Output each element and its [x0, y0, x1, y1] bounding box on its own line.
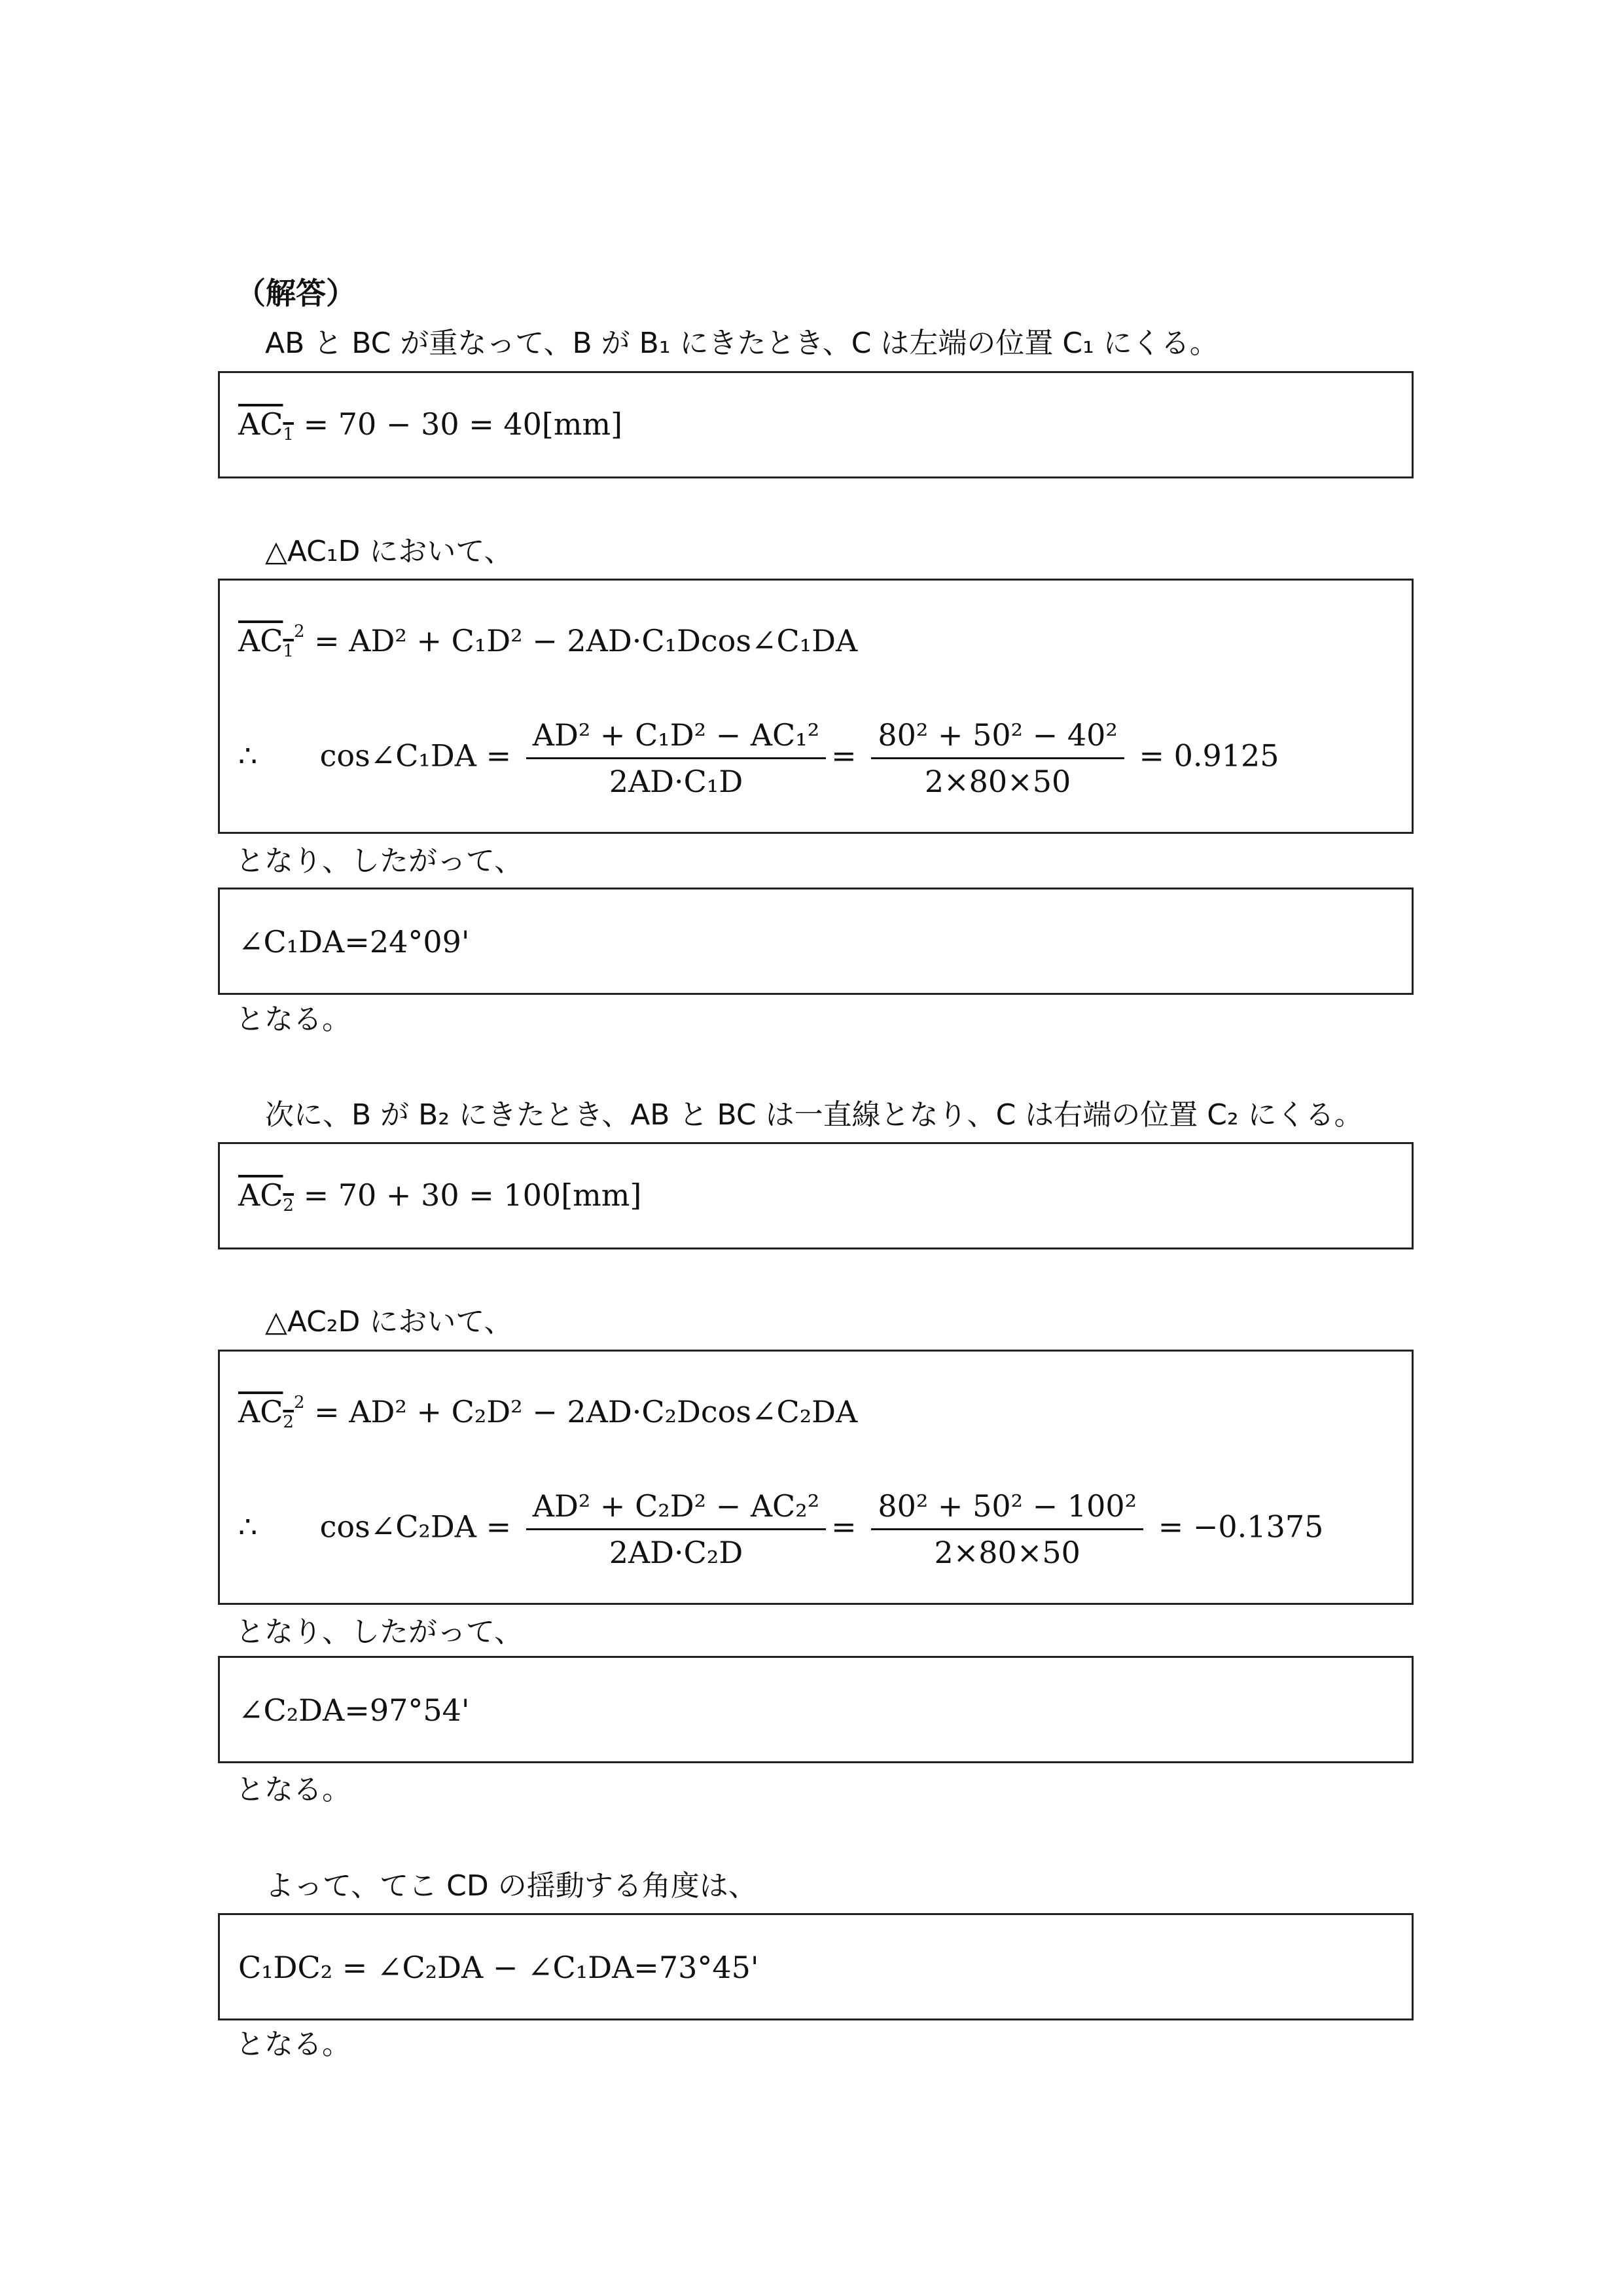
final-intro-text: よって、てこ CD の揺動する角度は、: [265, 1869, 757, 1903]
box-angle-1: [218, 888, 1414, 995]
heading: （解答）: [236, 276, 356, 311]
cos1-den-sym: 2AD·C₁D: [609, 764, 743, 799]
final-equation: C₁DC₂ = ∠C₂DA − ∠C₁DA=73°45': [238, 1950, 759, 1985]
angle2-value: ∠C₂DA=97°54': [238, 1693, 470, 1728]
cos1-frac-values: [871, 717, 1124, 800]
eq-ac1-rhs: = 70 − 30 = 40[mm]: [303, 406, 623, 442]
cos1-num-val: 80² + 50² − 40²: [871, 717, 1124, 759]
triangle-1-label: △AC₁D において、: [265, 535, 513, 568]
cos2-num-val: 80² + 50² − 100²: [871, 1488, 1143, 1530]
cos1-line: ∴ cos∠C₁DA = $\frac{\text{AD² + C₁D² − AC₁²}}{\text{2AD·C₁D}}$ = $\frac{\text{80² + 50² − 40²}}{2\times 80\times 50}$ = 0.9125: [238, 717, 1279, 799]
law1-rhs: = AD² + C₁D² − 2AD·C₁Dcos∠C₁DA: [314, 623, 858, 658]
cos2-line: ∴ cos∠C₂DA = $\frac{\text{AD² + C₂D² − AC₂²}}{\text{2AD·C₂D}}$ = $\frac{\text{80² + 50² − 100²}}{2\times 80\times 50}$ = −0.1375: [238, 1488, 1324, 1570]
therefore-symbol-2: ∴: [238, 1509, 258, 1545]
next-intro-text: 次に、B が B₂ にきたとき、AB と BC は一直線となり、C は右端の位置 C₂ にくる。: [265, 1098, 1363, 1132]
naru-text-1: となる。: [236, 1003, 351, 1036]
eq-ac2-rhs: = 70 + 30 = 100[mm]: [303, 1177, 642, 1213]
naru-text-2: となる。: [236, 1773, 351, 1806]
cos2-result: = −0.1375: [1158, 1509, 1324, 1545]
cos1-num-sym: AD² + C₁D² − AC₁²: [526, 717, 826, 759]
then-text-2: となり、したがって、: [236, 1615, 524, 1649]
law2-rhs: = AD² + C₂D² − 2AD·C₂Dcos∠C₂DA: [314, 1394, 858, 1429]
then-text-1: となり、したがって、: [236, 844, 524, 878]
therefore-symbol-1: ∴: [238, 738, 258, 774]
box-final: [218, 1913, 1414, 2020]
eq-ac2: $AC_2 = 70 + 30 = 100[mm]$: [238, 1177, 642, 1215]
law2-line: $AC_2^2 = AD^2 + C_2D^2$ − 2AD·C₂Dcos∠C₂DA: [238, 1393, 858, 1432]
box-law-of-cosines-2: [218, 1350, 1414, 1605]
cos2-left: cos∠C₂DA =: [319, 1509, 512, 1545]
box-angle-2: [218, 1656, 1414, 1763]
eq-ac1: $AC_1 = 70 - 30 = 40[mm]$: [238, 406, 623, 444]
box-law-of-cosines-1: [218, 579, 1414, 834]
cos1-result: = 0.9125: [1139, 738, 1279, 774]
cos2-den-val: 2×80×50: [934, 1535, 1080, 1570]
intro-text: AB と BC が重なって、B が B₁ にきたとき、C は左端の位置 C₁ にくる。: [265, 327, 1219, 360]
box-ac2: [218, 1142, 1414, 1249]
box-ac1: [218, 371, 1414, 478]
naru-text-3: となる。: [236, 2028, 351, 2061]
cos1-frac-symbolic: [526, 717, 826, 800]
cos2-frac-values: [871, 1488, 1143, 1571]
cos1-left: cos∠C₁DA =: [319, 738, 512, 774]
cos2-num-sym: AD² + C₂D² − AC₂²: [526, 1488, 826, 1530]
cos2-den-sym: 2AD·C₂D: [609, 1535, 743, 1570]
law1-line: $AC_1^2 = AD^2 + C_1D^2$ − 2AD·C₁Dcos∠C₁DA: [238, 622, 858, 661]
angle1-value: ∠C₁DA=24°09': [238, 924, 470, 960]
cos1-den-val: 2×80×50: [924, 764, 1071, 799]
triangle-2-label: △AC₂D において、: [265, 1305, 513, 1338]
cos2-frac-symbolic: [526, 1488, 826, 1571]
